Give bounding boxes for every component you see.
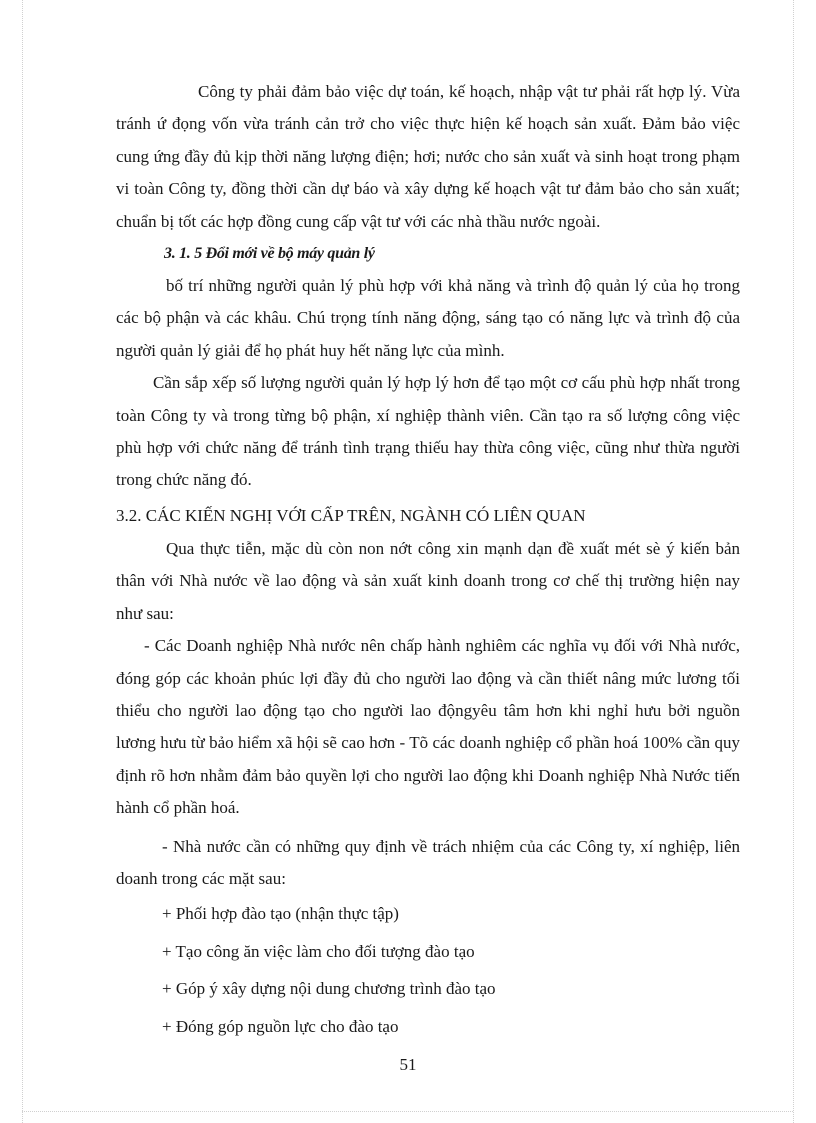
section-heading: 3.2. CÁC KIẾN NGHỊ VỚI CẤP TRÊN, NGÀNH CÓ LIÊN QUAN xyxy=(116,505,586,525)
list-item: + Phối hợp đào tạo (nhận thực tập) xyxy=(162,904,399,924)
page-border-left xyxy=(22,0,23,1123)
paragraph-proposals-intro: Qua thực tiễn, mặc dù còn non nớt công xin mạnh dạn đề xuất mét sè ý kiến bản thân với Nhà nước về lao động và sản xuất kinh doanh trong cơ chế thị trường hiện nay như sau: xyxy=(116,538,740,623)
page-number: 51 xyxy=(399,1055,417,1074)
document-body xyxy=(116,76,740,1045)
list-item: + Tạo công ăn việc làm cho đối tượng đào tạo xyxy=(162,941,475,961)
paragraph-manager-placement: bố trí những người quản lý phù hợp với khả năng và trình độ quản lý của họ trong các bộ phận và các khâu. Chú trọng tính năng động, sáng tạo có năng lực và trình độ của người quản lý giải để họ phát huy hết năng lực của mình. xyxy=(116,276,740,360)
paragraph-supply-planning: Công ty phải đảm bảo việc dự toán, kế hoạch, nhập vật tư phải rất hợp lý. Vừa tránh ứ đọng vốn vừa tránh cản trở cho việc thực hiện kế hoạch sản xuất. Đảm bảo việc cung ứng đầy đủ kịp thời năng lượng điện; hơi; nước cho sản xuất và sinh hoạt trong phạm vi toàn Công ty, đồng thời cần dự báo và xây dựng kế hoạch vật tư đảm bảo cho sản xuất; chuẩn bị tốt các hợp đồng cung cấp vật tư với các nhà thầu nước ngoài. xyxy=(116,82,740,231)
page-border-right xyxy=(793,0,794,1123)
paragraph-manager-structure: Cần sắp xếp số lượng người quản lý hợp lý hơn để tạo một cơ cấu phù hợp nhất trong toàn Công ty và trong từng bộ phận, xí nghiệp thành viên. Cần tạo ra số lượng công việc phù hợp với chức năng để tránh tình trạng thiếu hay thừa công việc, cũng như thừa người trong chức năng đó. xyxy=(116,373,740,490)
subheading-management-reform: 3. 1. 5 Đổi mới về bộ máy quản lý xyxy=(164,245,375,263)
page-border-bottom xyxy=(22,1111,793,1112)
paragraph-state-enterprises: - Các Doanh nghiệp Nhà nước nên chấp hành nghiêm các nghĩa vụ đối với Nhà nước, đóng góp các khoản phúc lợi đầy đủ cho người lao động và cần thiết nâng mức lương tối thiểu cho người lao động tạo cho người lao độngyêu tâm hơn khi nghỉ hưu bởi nguồn lương hưu từ bảo hiểm xã hội sẽ cao hơn - Tõ các doanh nghiệp cổ phần hoá 100% cần quy định rõ hơn nhằm đảm bảo quyền lợi cho người lao động khi Doanh nghiệp Nhà Nước tiến hành cổ phần hoá. xyxy=(116,636,740,818)
list-item: + Đóng góp nguồn lực cho đào tạo xyxy=(162,1016,399,1036)
list-item: + Góp ý xây dựng nội dung chương trình đào tạo xyxy=(162,979,496,999)
paragraph-responsibilities: - Nhà nước cần có những quy định về trách nhiệm của các Công ty, xí nghiệp, liên doanh trong các mặt sau: xyxy=(116,836,740,888)
